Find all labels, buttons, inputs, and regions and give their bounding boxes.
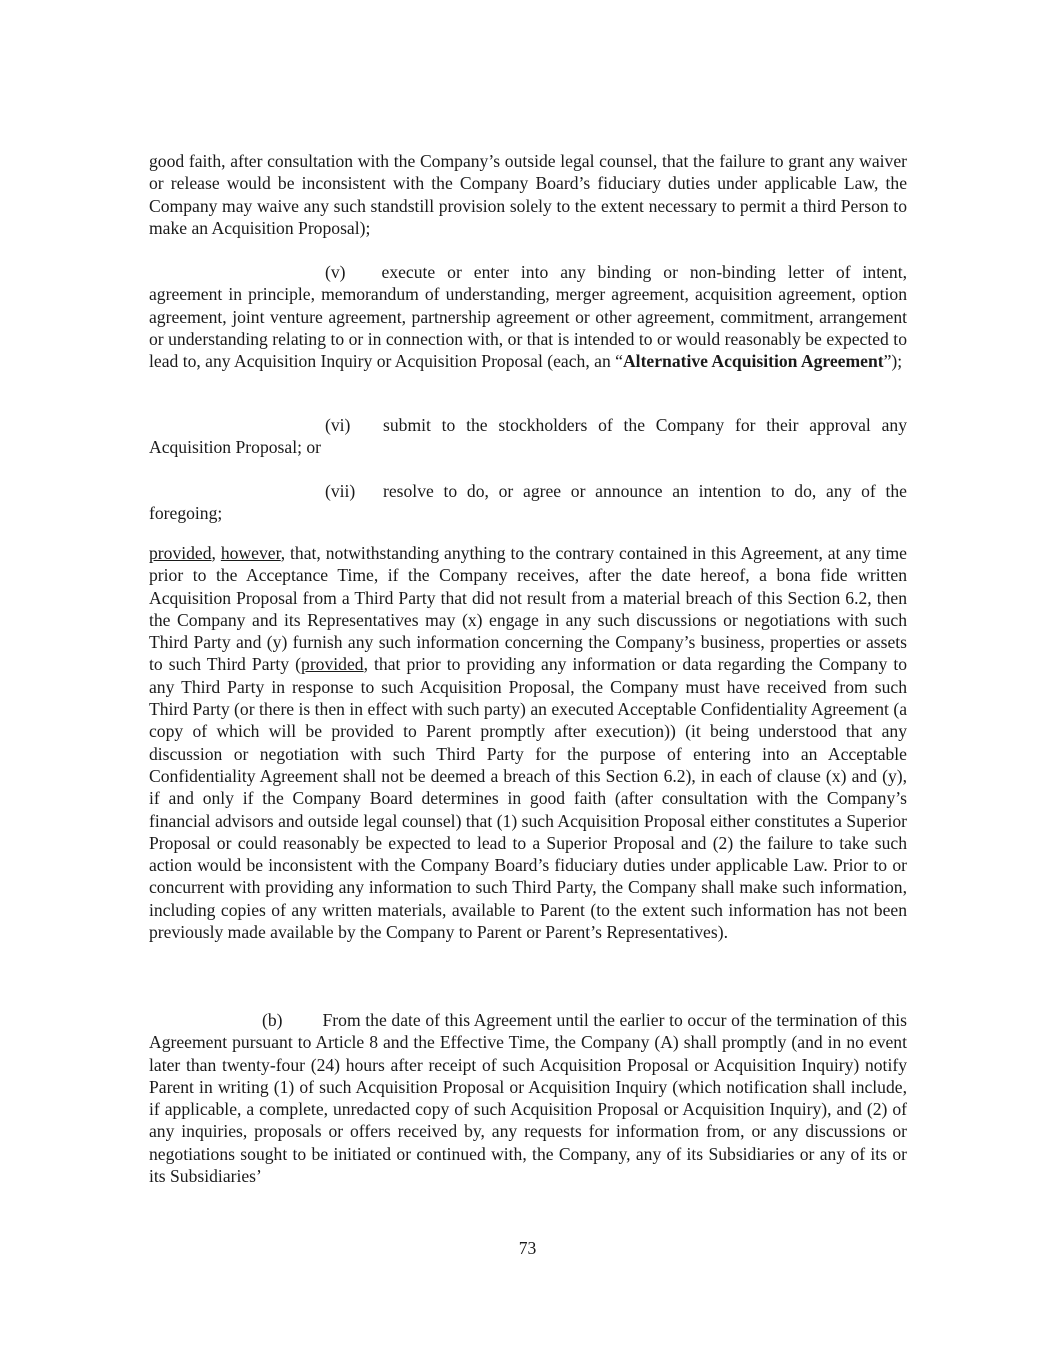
paragraph-standstill-continuation (149, 150, 907, 239)
clause-label: (b) (262, 1010, 283, 1030)
clause-line-1: submit to the stockholders of the Company for their approval any (383, 415, 907, 435)
paragraph-text: good faith, after consultation with the Company’s outside legal counsel, that the failure to grant any waiver or release would be inconsistent with the Company Board’s fiduciary duties under applicable Law, the Company may waive any such standstill provision solely to the extent necessary to permit a third Person to make an Acquisition Proposal); (149, 151, 907, 238)
clause-vi (149, 414, 907, 459)
proviso-text-1: , that, notwithstanding anything to the contrary contained in this Agreement, at any time prior to the Acceptance Time, if the Company receives, after the date hereof, a bona fide written Acquisition Proposal from a Third Party that did not result from a material breach of this Section 6.2, then the Company and its Representatives may (x) engage in any such discussions or negotiations with such Third Party and (y) furnish any such information concerning the Company’s business, properties or assets to such Third Party ( (149, 543, 907, 675)
clause-line-1: resolve to do, or agree or announce an intention to do, any of the (383, 481, 907, 501)
clause-b (149, 1009, 907, 1187)
defined-term: Alternative Acquisition Agreement (622, 351, 884, 372)
clause-text-end: ”); (883, 351, 903, 372)
clause-text: From the date of this Agreement until the earlier to occur of the termination of this Agreement pursuant to Article 8 and the Effective Time, the Company (A) shall promptly (and in no event later than twenty-four (24) hours after receipt of such Acquisition Proposal or Acquisition Inquiry) notify Parent in writing (1) of such Acquisition Proposal or Acquisition Inquiry (which notification shall include, if applicable, a complete, unredacted copy of such Acquisition Proposal or Acquisition Inquiry), and (2) of any inquiries, proposals or offers received by, any requests for information from, or any discussions or negotiations sought to be initiated or continued with, the Company, any of its Subsidiaries or any of its or its Subsidiaries’ (149, 1010, 907, 1187)
clause-label: (vii) (325, 481, 356, 501)
clause-vii (149, 480, 907, 525)
clause-line-2: Acquisition Proposal; or (149, 437, 322, 458)
page-number: 73 (518, 1238, 537, 1258)
clause-label: (vi) (325, 415, 351, 435)
proviso-paragraph (149, 542, 907, 943)
provided-term-2: provided (301, 654, 364, 675)
clause-text: execute or enter into any binding or non-binding letter of intent, agreement in principle, memorandum of understanding, merger agreement, acquisition agreement, option agreement, joint venture agreement, partnership agreement or other agreement, commitment, arrangement or understanding relating to or in connection with, or that is intended to or would reasonably be expected to lead to, any Acquisition Inquiry or Acquisition Proposal (each, an “ (149, 262, 907, 372)
clause-v (149, 261, 907, 372)
provided-term: provided (149, 543, 212, 563)
separator: , (211, 543, 221, 563)
proviso-text-2: , that prior to providing any information or data regarding the Company to any Third Party in response to such Acquisition Proposal, the Company must have received from such Third Party (or there is then in effect with such party) an executed Acceptable Confidentiality Agreement (a copy of which will be provided to Parent promptly after execution)) (it being understood that any discussion or negotiation with such Third Party for the purpose of entering into an Acceptable Confidentiality Agreement shall not be deemed a breach of this Section 6.2), in each of clause (x) and (y), if and only if the Company Board determines in good faith (after consultation with the Company’s financial advisors and outside legal counsel) that (1) such Acquisition Proposal either constitutes a Superior Proposal or could reasonably be expected to lead to a Superior Proposal and (2) the failure to take such action would be inconsistent with the Company Board’s fiduciary duties under applicable Law. Prior to or concurrent with providing any information to such Third Party, the Company shall make such information, including copies of any written materials, available to Parent (to the extent such information has not been previously made available by the Company to Parent or Parent’s Representatives). (149, 654, 908, 943)
however-term: however (220, 543, 281, 563)
clause-line-2: foregoing; (149, 503, 223, 524)
clause-label: (v) (325, 262, 346, 282)
